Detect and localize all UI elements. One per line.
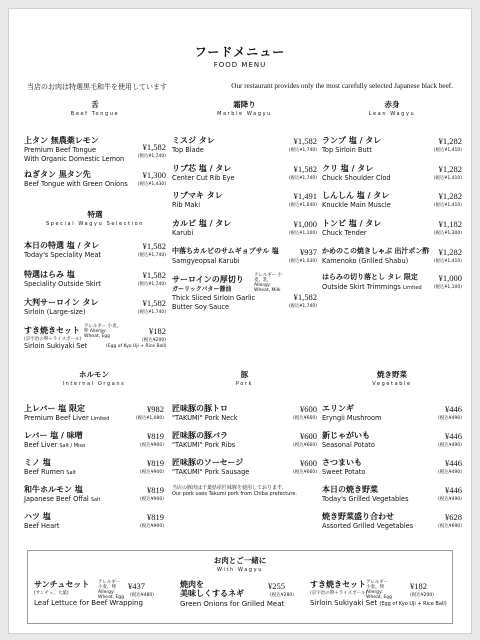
item-name-jp: 本日の焼き野菜 [322, 485, 378, 494]
item-price: ¥819 [147, 431, 164, 441]
item-tax-price: (税込¥1,430) [137, 182, 166, 187]
item-price: ¥1,282 [438, 164, 462, 174]
item-name-en: Center Cut Rib Eye [172, 174, 235, 182]
section-title: 霜降り [233, 100, 256, 109]
item-price: ¥600 [300, 404, 317, 414]
item-tax-price: (税込¥1,300) [433, 231, 462, 236]
item-name-jp: 焼肉を [180, 580, 204, 589]
item-name-en: "TAKUMI" Pork Ribs [172, 441, 236, 449]
section-title: 舌 [91, 100, 99, 109]
item-limited-label: Limited [402, 285, 422, 291]
item-name-jp: 和牛ホルモン 塩 [24, 485, 83, 494]
item-name-jp: さつまいも [322, 458, 362, 467]
item-name-jp: 特選はらみ 塩 [24, 270, 75, 279]
item-name-jp-line2: 美味しくするネギ [180, 588, 244, 598]
item-tax-price: (税込¥690) [438, 524, 462, 529]
item-name-en: Sirloin (Large-size) [24, 308, 86, 316]
item-tax-price: (税込¥660) [293, 443, 317, 448]
item-tax-price: (税込¥1,410) [433, 148, 462, 153]
item-note-en: (Egg of Kyo Uji + Rice Ball) [379, 600, 447, 607]
item-tax-price: (税込¥1,740) [137, 253, 166, 258]
menu-item[interactable] [322, 190, 462, 214]
item-name-jp: リブ芯 塩 / タレ [172, 164, 232, 173]
item-name-en: Beef Heart [24, 522, 60, 530]
menu-item[interactable] [322, 511, 462, 535]
item-price: ¥446 [445, 431, 462, 441]
item-name-en: Thick Sliced Sirloin Garlic [172, 294, 256, 302]
column-offal [24, 371, 164, 541]
item-price: ¥600 [300, 458, 317, 468]
item-name-en: Premium Beef Tongue [24, 146, 97, 154]
section-header-special [24, 211, 166, 227]
item-name-jp: 焼き野菜盛り合わせ [322, 512, 394, 521]
section-header-lean [322, 101, 462, 117]
item-name-jp: ミスジ タレ [172, 136, 215, 145]
item-price: ¥446 [445, 458, 462, 468]
menu-page [8, 8, 472, 634]
menu-item[interactable] [322, 484, 462, 508]
section-subtitle: Special Wagyu Selection [45, 220, 145, 227]
item-name-en-text: Premium Beef Liver [24, 414, 89, 422]
item-name-jp: ミノ 塩 [24, 458, 51, 467]
item-name-jp: ハツ 塩 [24, 512, 51, 521]
item-tax-price: (税込¥1,740) [288, 304, 317, 309]
item-price: ¥1,282 [438, 136, 462, 146]
item-name-en: Rib Maki [172, 201, 201, 209]
item-name-jp: レバー 塩 / 味噌 [24, 431, 83, 440]
item-note: (サンチュ、大葉) [34, 590, 69, 596]
item-name-en [24, 468, 76, 476]
item-name-en: Chuck Tender [322, 229, 367, 237]
item-name-jp: かめのこの焼きしゃぶ 出汁ポン酢 [322, 247, 430, 255]
menu-item[interactable] [24, 511, 164, 535]
section-subtitle: Vegetable [372, 380, 412, 387]
item-price: ¥1,282 [438, 247, 462, 257]
item-price: ¥819 [147, 512, 164, 522]
item-tax-price: (税込¥900) [140, 470, 164, 475]
item-price: ¥1,300 [142, 170, 166, 180]
item-price: ¥1,582 [142, 298, 166, 308]
section-header-vegetable [322, 371, 462, 387]
section-header-marbled [172, 101, 317, 117]
allergy-note: アレルギー 小麦、卵 Allergy: Wheat, Egg [98, 580, 125, 600]
menu-item[interactable] [172, 403, 317, 427]
menu-item[interactable] [24, 240, 166, 264]
intro-line [27, 82, 453, 92]
item-tax-price: (税込¥900) [140, 524, 164, 529]
menu-item[interactable] [24, 430, 164, 454]
item-price: ¥1,582 [293, 292, 317, 302]
item-price: ¥446 [445, 485, 462, 495]
item-tax-price: (税込¥200) [410, 593, 434, 598]
menu-item[interactable] [310, 581, 450, 621]
item-name-en: Kamenoko (Grilled Shabu) [322, 257, 409, 265]
menu-item[interactable] [24, 457, 164, 481]
item-tax-price: (税込¥1,740) [137, 310, 166, 315]
item-name-en: Chuck Shoulder Clod [322, 174, 391, 182]
item-name-en: "TAKUMI" Pork Neck [172, 414, 238, 422]
item-name-en: Speciality Outside Skirt [24, 280, 101, 288]
menu-item[interactable] [34, 581, 170, 621]
section-subtitle: Beef Tongue [70, 110, 120, 117]
item-tax-price: (税込¥280) [270, 593, 294, 598]
item-name-en-text: Beef Liver [24, 441, 58, 449]
item-name-jp: 新じゃがいも [322, 431, 370, 440]
item-name-jp: はらみの切り落とし タレ 限定 [322, 273, 418, 281]
item-price: ¥1,582 [142, 241, 166, 251]
item-name-jp: クリ 塩 / タレ [322, 164, 374, 173]
item-name-jp: エリンギ [322, 404, 354, 413]
item-tax-price: (税込¥1,100) [433, 285, 462, 290]
menu-item[interactable] [24, 269, 166, 293]
section-subtitle: Pork [235, 380, 254, 387]
item-note: (京宇治の卵＋ライスボール) [24, 337, 82, 342]
item-tax-price: (税込¥660) [293, 470, 317, 475]
item-tax-price: (税込¥900) [140, 497, 164, 502]
section-subtitle: Marble Wagyu [217, 110, 272, 117]
item-price: ¥982 [147, 404, 164, 414]
item-price: ¥1,582 [293, 164, 317, 174]
menu-item[interactable] [322, 218, 462, 242]
item-tax-price: (税込¥1,640) [288, 203, 317, 208]
item-price: ¥255 [268, 581, 285, 591]
menu-item[interactable] [172, 135, 317, 159]
item-price: ¥1,282 [438, 191, 462, 201]
menu-item[interactable] [322, 135, 462, 159]
with-wagyu-box [27, 550, 453, 624]
menu-item[interactable] [322, 457, 462, 481]
item-name-en: Top Sirloin Butt [322, 146, 372, 154]
item-tax-price: (税込¥1,410) [433, 259, 462, 264]
item-name-en: Today's Grilled Vegetables [322, 495, 409, 503]
item-name-jp: リブマキ タレ [172, 191, 223, 200]
intro-en: Our restaurant provides only the most carefully selected Japanese black beef. [231, 82, 453, 90]
item-seasoning-label: Salt / Miso [59, 443, 86, 449]
item-tax-price: (税込¥900) [140, 443, 164, 448]
item-tax-price: (税込¥1,100) [288, 231, 317, 236]
section-subtitle: Internal Organs [62, 380, 126, 387]
item-name-en [24, 441, 85, 449]
pork-origin-note-jp: 当店の豚肉は千葉県産匠味豚を使用しております。 [172, 485, 287, 491]
item-tax-price: (税込¥1,740) [288, 176, 317, 181]
item-tax-price: (税込¥1,740) [137, 154, 166, 159]
item-name-en: Knuckle Main Muscle [322, 201, 391, 209]
item-name-en: Eryngii Mushroom [322, 414, 382, 422]
allergy-note: アレルギー 小麦、乳 Allergy: Wheat, Milk [254, 273, 283, 293]
item-name-jp: 匠味豚の豚トロ [172, 404, 228, 413]
menu-item[interactable] [24, 297, 166, 321]
item-tax-price: (税込¥1,080) [135, 416, 164, 421]
menu-item[interactable] [172, 457, 317, 481]
item-tax-price: (税込¥660) [293, 416, 317, 421]
section-title: ホルモン [79, 370, 109, 379]
item-name-en-text: Sirloin Sukiyaki Set [310, 598, 378, 607]
item-price: ¥628 [445, 512, 462, 522]
menu-item[interactable] [322, 163, 462, 187]
item-name-en-text: Beef Rumen [24, 468, 65, 476]
item-price: ¥1,582 [142, 270, 166, 280]
menu-item[interactable] [24, 325, 166, 355]
item-seasoning-label: Salt [66, 470, 76, 476]
page-subtitle: FOOD MENU [213, 61, 267, 69]
item-price: ¥937 [300, 247, 317, 257]
menu-item[interactable] [322, 272, 462, 296]
allergy-note: アレルギー 小麦、卵 Allergy: Wheat, Egg [366, 580, 393, 600]
item-name-jp: すき焼きセット [310, 580, 366, 589]
section-header-offal [24, 371, 164, 387]
item-tax-price: (税込¥490) [438, 470, 462, 475]
item-price: ¥819 [147, 485, 164, 495]
column-right [322, 101, 462, 301]
item-tax-price: (税込¥490) [438, 443, 462, 448]
item-tax-price: (税込¥480) [130, 593, 154, 598]
item-name-jp: トンビ 塩 / タレ [322, 219, 382, 228]
item-name-jp: 匠味豚の豚バラ [172, 431, 228, 440]
menu-item[interactable] [24, 169, 166, 193]
item-price: ¥600 [300, 431, 317, 441]
item-name-jp: ランプ 塩 / タレ [322, 136, 382, 145]
item-name-en: Leaf Lettuce for Beef Wrapping [34, 598, 143, 607]
menu-item[interactable] [180, 581, 302, 621]
column-vegetables [322, 371, 462, 541]
item-name-en: Top Blade [172, 146, 204, 154]
item-note-en: (Egg of Kyo Uji + Rice Ball) [106, 344, 167, 349]
item-tax-price: (税込¥1,410) [433, 176, 462, 181]
item-name-en: Beef Tongue with Green Onions [24, 180, 128, 188]
item-price: ¥1,582 [293, 136, 317, 146]
column-middle [172, 101, 317, 321]
menu-item[interactable] [322, 430, 462, 454]
item-tax-price: (税込¥1,030) [288, 259, 317, 264]
item-tax-price: (税込¥1,410) [433, 203, 462, 208]
item-name-en [24, 414, 109, 422]
menu-item[interactable] [172, 274, 317, 316]
section-subtitle: Lean Wagyu [368, 110, 416, 117]
item-price: ¥446 [445, 404, 462, 414]
item-name-en: Sweet Potato [322, 468, 366, 476]
item-name-jp-line2: ガーリックバター醤油 [172, 286, 232, 293]
item-name-jp: サーロインの厚切り [172, 275, 244, 284]
menu-item[interactable] [24, 484, 164, 508]
menu-item[interactable] [322, 246, 462, 270]
item-name-jp: ねぎタン 黒タン先 [24, 170, 91, 179]
item-name-jp: すき焼きセット [24, 326, 80, 335]
item-price: ¥819 [147, 458, 164, 468]
item-name-jp: 匠味豚のソーセージ [172, 458, 244, 467]
item-name-en: Seasonal Potato [322, 441, 375, 449]
item-name-en-line2: Butter Soy Sauce [172, 303, 230, 311]
menu-item[interactable] [172, 246, 317, 270]
menu-item[interactable] [172, 163, 317, 187]
item-price: ¥437 [128, 581, 145, 591]
section-title: 特選 [87, 210, 103, 219]
menu-item[interactable] [24, 135, 166, 163]
item-price: ¥1,582 [142, 142, 166, 152]
item-name-en: Today's Speciality Meat [24, 251, 101, 259]
section-header-tongue [24, 101, 166, 117]
section-title: お肉とご一緒に [213, 556, 267, 565]
menu-item[interactable] [24, 403, 164, 427]
item-tax-price: (税込¥200) [142, 338, 166, 343]
item-name-jp: サンチュセット [34, 580, 90, 589]
item-name-jp: 上レバー 塩 限定 [24, 404, 86, 413]
item-name-en-text: Outside Skirt Trimmings [322, 283, 401, 291]
item-name-en: Samgyeopsal Karubi [172, 257, 240, 265]
item-name-en: "TAKUMI" Pork Sausage [172, 468, 250, 476]
menu-item[interactable] [172, 218, 317, 242]
item-price: ¥182 [149, 326, 166, 336]
item-price: ¥1,491 [293, 191, 317, 201]
menu-item[interactable] [172, 190, 317, 214]
item-seasoning-label: Salt [90, 497, 101, 503]
section-subtitle: With Wagyu [217, 566, 263, 573]
allergy-note: アレルギー 小麦、卵 Allergy: Wheat, Egg [84, 324, 122, 339]
item-tax-price: (税込¥490) [438, 416, 462, 421]
page-title: フードメニュー [194, 45, 286, 59]
item-name-jp: 大判サーロイン タレ [24, 298, 99, 307]
item-tax-price: (税込¥1,740) [288, 148, 317, 153]
column-pork [172, 371, 317, 511]
item-note: With Organic Domestic Lemon [24, 155, 125, 163]
menu-item[interactable] [172, 430, 317, 454]
item-name-jp: カルビ 塩 / タレ [172, 219, 232, 228]
item-name-en: Assorted Grilled Vegetables [322, 522, 414, 530]
item-name-jp: 上タン 無農薬レモン [24, 136, 99, 145]
item-name-jp: 中落ちカルビのサムギョプサル 塩 [172, 247, 279, 255]
section-title: 豚 [240, 370, 249, 379]
item-name-jp: しんしん 塩 / タレ [322, 191, 390, 200]
item-tax-price: (税込¥490) [438, 497, 462, 502]
item-name-en-text: Japanese Beef Offal [24, 495, 89, 503]
item-name-en [24, 495, 100, 503]
item-limited-label: Limited [90, 416, 110, 422]
item-price: ¥182 [410, 581, 427, 591]
column-left [24, 101, 166, 356]
intro-jp: 当店のお肉は特選黒毛和牛を使用しています [27, 83, 167, 91]
item-note: (京宇治の卵＋ライスボール) [310, 590, 368, 596]
item-name-en: Karubi [172, 229, 194, 237]
item-name-jp: 本日の特選 塩 / タレ [24, 241, 100, 250]
section-header-pork [172, 371, 317, 387]
item-price: ¥1,000 [293, 219, 317, 229]
section-title: 赤身 [384, 100, 400, 109]
section-header-with-wagyu [28, 557, 452, 573]
item-name-en: Green Onions for Grilled Meat [180, 599, 285, 608]
menu-item[interactable] [322, 403, 462, 427]
item-tax-price: (税込¥1,740) [137, 282, 166, 287]
item-price: ¥1,000 [438, 273, 462, 283]
section-title: 焼き野菜 [377, 370, 407, 379]
item-price: ¥1,182 [438, 219, 462, 229]
item-name-en [322, 283, 422, 291]
pork-origin-note-en: Our pork uses Takumi pork from Chiba prefecture. [172, 491, 298, 497]
item-name-en: Sirloin Sukiyaki Set [24, 342, 88, 350]
